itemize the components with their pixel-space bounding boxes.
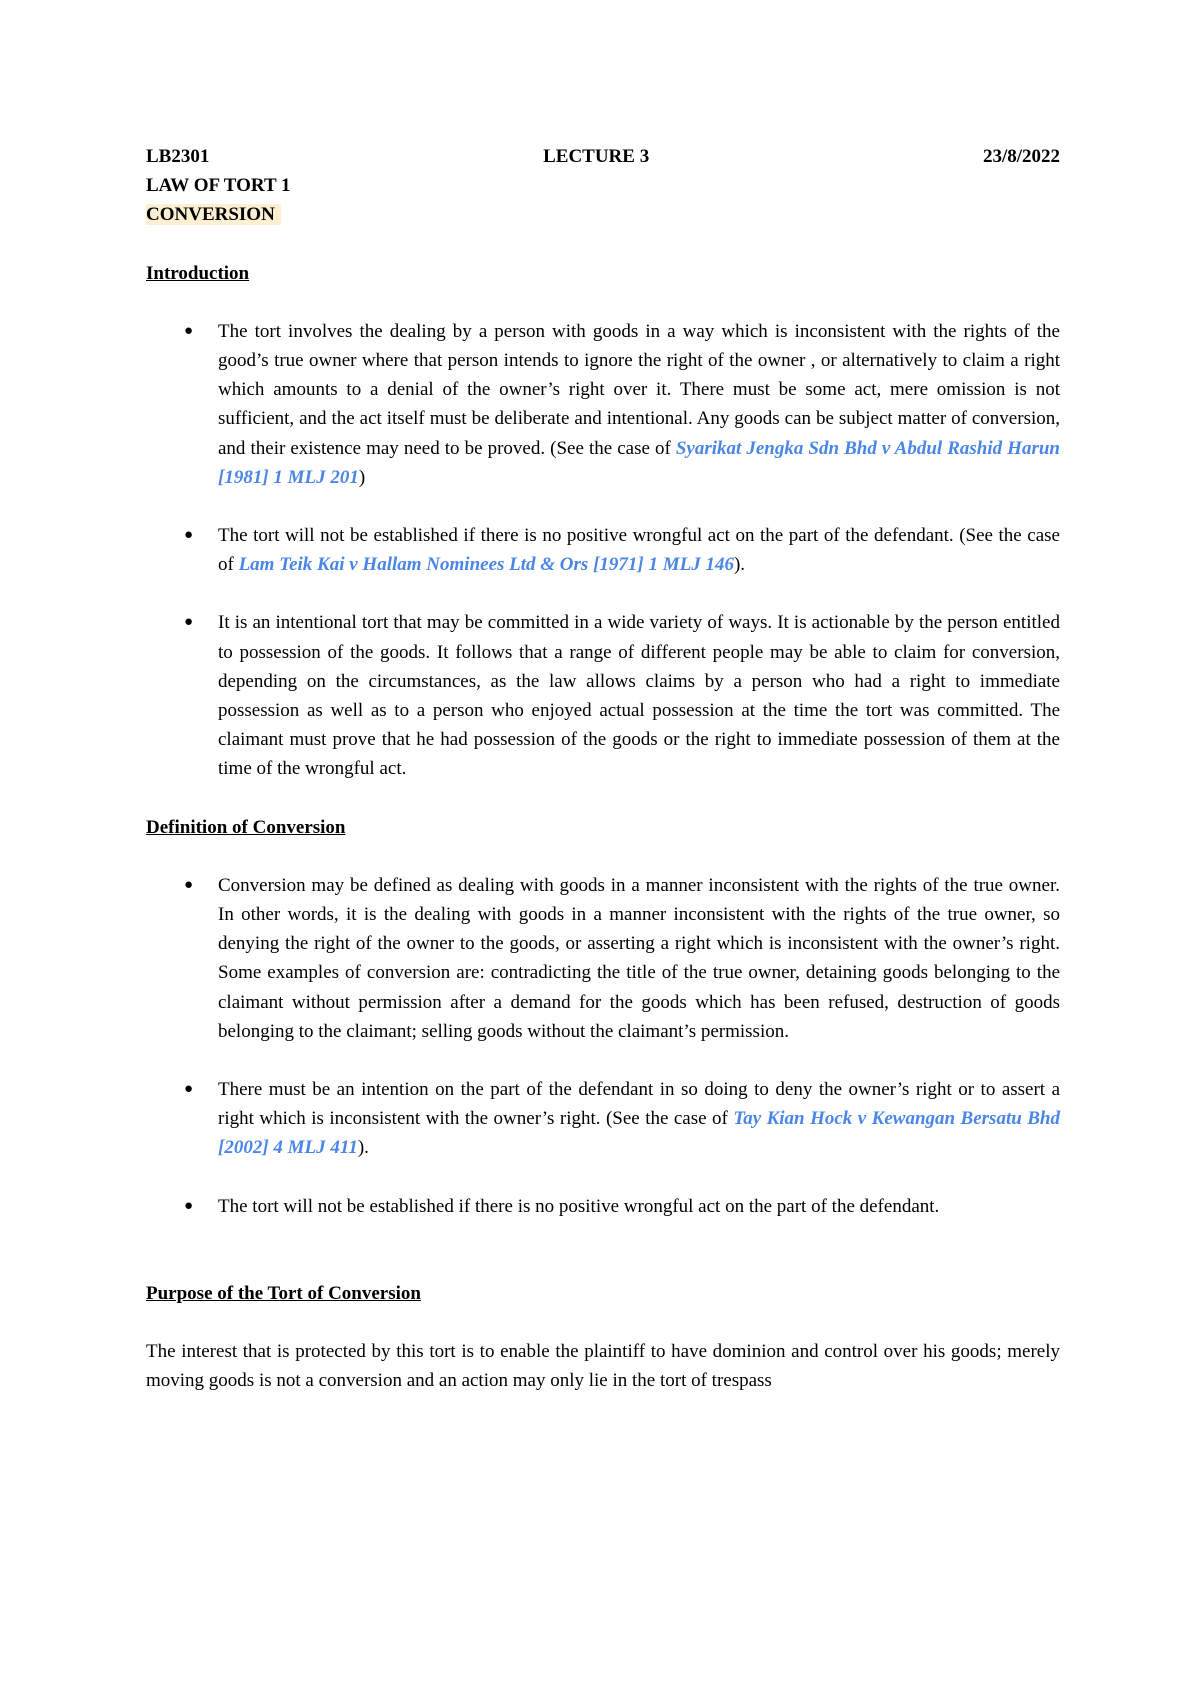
document-page [146, 142, 1060, 1396]
lecture-number: LECTURE 3 [543, 146, 650, 167]
purpose-heading: Purpose of the Tort of Conversion [146, 1282, 421, 1304]
bullet-icon: ● [184, 1197, 194, 1214]
purpose-paragraph: The interest that is protected by this tort is to enable the plaintiff to have dominion and control over his goods; merely moving goods is not a conversion and an action may only lie in the tort of trespass [146, 1341, 1060, 1392]
course-code: LB2301 [146, 146, 210, 167]
bullet-icon: ● [184, 876, 194, 893]
bullet-icon: ● [184, 614, 194, 631]
bullet-icon: ● [184, 527, 194, 544]
case-citation: Syarikat Jengka Sdn Bhd v Abdul Rashid Harun [1981] 1 MLJ 201 [218, 437, 1060, 488]
bullet-icon: ● [184, 322, 194, 339]
list-item: ● Conversion may be defined as dealing with goods in a manner inconsistent with the rights of the true owner. In other words, it is the dealing with goods in a manner inconsistent with the rights of the true owner, so denying the right of the owner to the goods, or asserting a right which is inconsistent with the owner’s right. Some examples of conversion are: contradicting the title of the true owner, detaining goods belonging to the claimant without permission after a demand for the goods which has been refused, destruction of goods belonging to the claimant; selling goods without the claimant’s permission. [146, 871, 1060, 1046]
list-item: ● The tort involves the dealing by a person with goods in a way which is inconsistent with the rights of the good’s true owner where that person intends to ignore the right of the owner , or alternatively to claim a right which amounts to a denial of the owner’s right over it. There must be some act, mere omission is not sufficient, and the act itself must be deliberate and intentional. Any goods can be subject matter of conversion, and their existence may need to be proved. (See the case of Syarikat Jengka Sdn Bhd v Abdul Rashid Harun [1981] 1 MLJ 201) [146, 317, 1060, 492]
case-citation: Lam Teik Kai v Hallam Nominees Ltd & Ors [1971] 1 MLJ 146 [238, 554, 734, 576]
document-header [146, 142, 1060, 171]
definition-list [146, 871, 1060, 1221]
list-item: ● There must be an intention on the part of the defendant in so doing to deny the owner’s right or to assert a right which is inconsistent with the owner’s right. (See the case of Tay Kian Hock v Kewangan Bersatu Bhd [2002] 4 MLJ 411). [146, 1075, 1060, 1163]
case-citation: Tay Kian Hock v Kewangan Bersatu Bhd [2002] 4 MLJ 411 [218, 1108, 1060, 1159]
lecture-date: 23/8/2022 [982, 146, 1060, 167]
list-item: ● The tort will not be established if there is no positive wrongful act on the part of the defendant. [146, 1192, 1060, 1221]
introduction-list [146, 317, 1060, 784]
introduction-heading: Introduction [146, 262, 250, 284]
subject-title: LAW OF TORT 1 [146, 175, 291, 197]
bullet-icon: ● [184, 1081, 194, 1098]
list-item: ● It is an intentional tort that may be committed in a wide variety of ways. It is actionable by the person entitled to possession of the goods. It follows that a range of different people may be able to claim for conversion, depending on the circumstances, as the law allows claims by a person who had a right to immediate possession as well as to a person who enjoyed actual possession at the time the tort was committed. The claimant must prove that he had possession of the goods or the right to immediate possession of them at the time of the wrongful act. [146, 608, 1060, 783]
topic-title: CONVERSION [146, 200, 1060, 229]
list-item: ● The tort will not be established if there is no positive wrongful act on the part of the defendant. (See the case of Lam Teik Kai v Hallam Nominees Ltd & Ors [1971] 1 MLJ 146). [146, 521, 1060, 579]
definition-heading: Definition of Conversion [146, 816, 346, 838]
